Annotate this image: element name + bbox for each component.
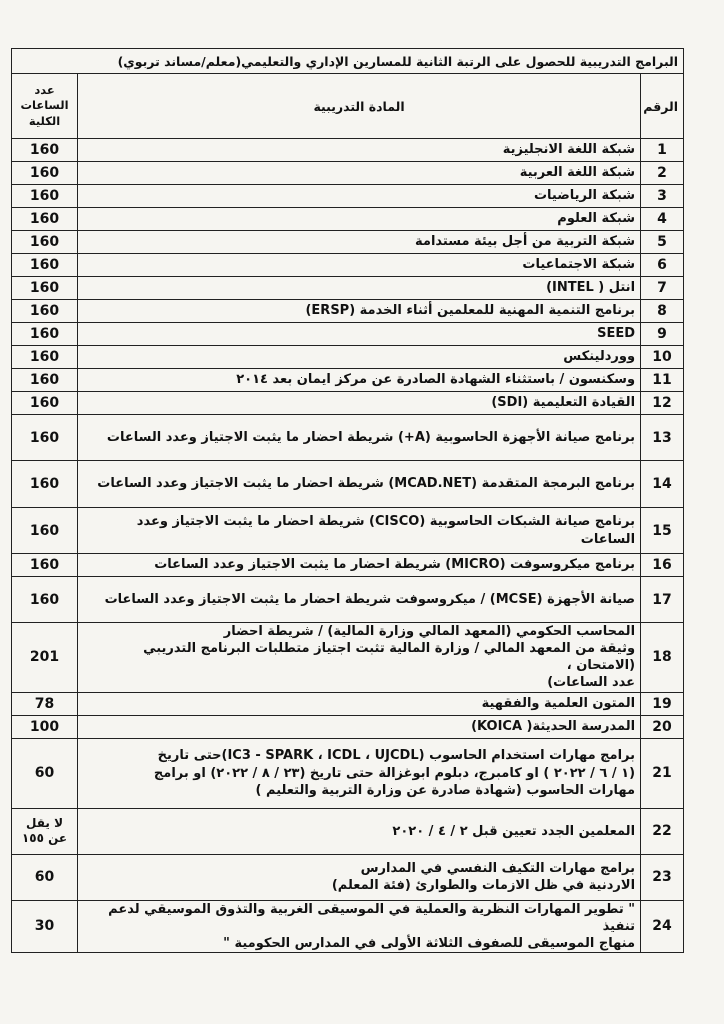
row-hours: 160 xyxy=(12,461,78,508)
row-subject xyxy=(78,254,641,277)
table-row xyxy=(12,854,684,900)
row-hours: 160 xyxy=(12,185,78,208)
row-number: 20 xyxy=(641,715,684,738)
header-number: الرقم xyxy=(641,74,684,139)
row-hours: 160 xyxy=(12,162,78,185)
table-row xyxy=(12,369,684,392)
subject-line: شبكة اللغة الانجليزية xyxy=(502,142,636,158)
row-subject xyxy=(78,461,641,508)
row-hours: 160 xyxy=(12,346,78,369)
row-subject xyxy=(78,577,641,623)
row-number: 21 xyxy=(641,738,684,808)
subject-line: (١ / ٦ / ٢٠٢٢ ) او كامبرج، دبلوم ابوغزالة حتى تاريخ (٢٣ / ٨ / ٢٠٢٢) او برامج xyxy=(153,765,636,781)
header-hours: عدد الساعات الكلية xyxy=(12,74,78,139)
table-row xyxy=(12,692,684,715)
table-row xyxy=(12,623,684,693)
subject-line: برامج مهارات استخدام الحاسوب (IC3 - SPARK ، ICDL ، UJCDL)حتى تاريخ xyxy=(157,748,636,764)
table-row xyxy=(12,554,684,577)
row-number: 15 xyxy=(641,508,684,554)
row-hours: 160 xyxy=(12,254,78,277)
row-subject xyxy=(78,346,641,369)
row-subject xyxy=(78,277,641,300)
subject-line: شبكة اللغة العربية xyxy=(519,165,636,181)
table-row xyxy=(12,415,684,461)
row-number: 11 xyxy=(641,369,684,392)
table-row xyxy=(12,346,684,369)
subject-line: برنامج البرمجة المتقدمة (MCAD.NET) شريطة احضار ما يثبت الاجتياز وعدد الساعات xyxy=(97,476,636,492)
row-subject xyxy=(78,300,641,323)
row-subject xyxy=(78,139,641,162)
row-number: 13 xyxy=(641,415,684,461)
row-number: 10 xyxy=(641,346,684,369)
row-subject xyxy=(78,623,641,693)
table-row xyxy=(12,185,684,208)
table-title: البرامج التدريبية للحصول على الرتبة الثانية للمسارين الإداري والتعليمي(معلم/مساند تربوي) xyxy=(12,49,684,74)
row-number: 5 xyxy=(641,231,684,254)
row-subject xyxy=(78,692,641,715)
subject-line: برنامج صيانة الأجهزة الحاسوبية (A+) شريطة احضار ما يثبت الاجتياز وعدد الساعات xyxy=(106,429,636,445)
row-hours: 30 xyxy=(12,900,78,952)
row-subject xyxy=(78,738,641,808)
subject-line: المحاسب الحكومي (المعهد المالي وزارة المالية) / شريطة احضار xyxy=(223,624,636,639)
row-hours: 160 xyxy=(12,369,78,392)
row-hours: 100 xyxy=(12,715,78,738)
subject-line: SEED xyxy=(597,326,636,342)
row-hours: 160 xyxy=(12,415,78,461)
subject-line: الساعات xyxy=(580,531,636,547)
subject-line: " تطوير المهارات النظرية والعملية في الموسيقى الغربية والتذوق الموسيقي لدعم تنفيذ xyxy=(108,901,636,934)
row-number: 12 xyxy=(641,392,684,415)
subject-line: برامج مهارات التكيف النفسي في المدارس xyxy=(360,860,636,876)
row-subject xyxy=(78,900,641,952)
row-subject xyxy=(78,854,641,900)
training-programs-table xyxy=(11,48,684,953)
row-number: 14 xyxy=(641,461,684,508)
row-number: 7 xyxy=(641,277,684,300)
subject-line: منهاج الموسيقى للصفوف الثلاثة الأولى في المدارس الحكومية " xyxy=(223,935,636,951)
table-row xyxy=(12,508,684,554)
subject-line: مهارات الحاسوب (شهادة صادرة عن وزارة التربية والتعليم ) xyxy=(255,782,636,798)
row-subject xyxy=(78,554,641,577)
table-row xyxy=(12,231,684,254)
table-row xyxy=(12,900,684,952)
subject-line: وسكنسون / باستثناء الشهادة الصادرة عن مركز ايمان بعد ٢٠١٤ xyxy=(236,372,636,388)
row-subject xyxy=(78,715,641,738)
row-subject xyxy=(78,369,641,392)
row-number: 6 xyxy=(641,254,684,277)
row-number: 18 xyxy=(641,623,684,693)
row-hours: 160 xyxy=(12,231,78,254)
row-hours: 160 xyxy=(12,508,78,554)
row-hours: 160 xyxy=(12,323,78,346)
subject-line: المتون العلمية والفقهية xyxy=(481,696,636,712)
header-subject: المادة التدريبية xyxy=(78,74,641,139)
table-row xyxy=(12,323,684,346)
table-row xyxy=(12,577,684,623)
subject-line: برنامج ميكروسوفت (MICRO) شريطة احضار ما يثبت الاجتياز وعدد الساعات xyxy=(154,557,636,573)
subject-line: انتل ( INTEL) xyxy=(546,280,636,296)
row-subject xyxy=(78,392,641,415)
row-number: 2 xyxy=(641,162,684,185)
row-hours: لا يقل عن ١٥٥ xyxy=(12,808,78,854)
table-body xyxy=(12,139,684,953)
row-subject xyxy=(78,231,641,254)
table-row xyxy=(12,277,684,300)
subject-line: شبكة التربية من أجل بيئة مستدامة xyxy=(415,234,636,250)
row-hours: 201 xyxy=(12,623,78,693)
subject-line: المعلمين الجدد تعيين قبل ٢ / ٤ / ٢٠٢٠ xyxy=(392,823,636,839)
row-number: 8 xyxy=(641,300,684,323)
row-subject xyxy=(78,323,641,346)
subject-line: القيادة التعليمية (SDI) xyxy=(491,395,636,411)
row-number: 9 xyxy=(641,323,684,346)
row-subject xyxy=(78,415,641,461)
row-hours: 160 xyxy=(12,577,78,623)
subject-line: شبكة الاجتماعيات xyxy=(522,257,636,273)
subject-line: المدرسة الحديثة( KOICA) xyxy=(471,719,636,735)
row-hours: 60 xyxy=(12,738,78,808)
row-hours: 160 xyxy=(12,139,78,162)
table-row xyxy=(12,392,684,415)
table-row xyxy=(12,715,684,738)
table-row xyxy=(12,254,684,277)
row-subject xyxy=(78,185,641,208)
row-number: 19 xyxy=(641,692,684,715)
table-row xyxy=(12,300,684,323)
row-hours: 160 xyxy=(12,392,78,415)
row-number: 24 xyxy=(641,900,684,952)
subject-line: شبكة العلوم xyxy=(557,211,636,227)
table-row xyxy=(12,808,684,854)
row-hours: 160 xyxy=(12,208,78,231)
row-subject xyxy=(78,208,641,231)
table-row xyxy=(12,162,684,185)
row-hours: 160 xyxy=(12,277,78,300)
row-hours: 60 xyxy=(12,854,78,900)
table-row xyxy=(12,208,684,231)
row-subject xyxy=(78,162,641,185)
subject-line: وثيقة من المعهد المالي / وزارة المالية تثبت اجتياز متطلبات البرنامج التدريبي (الامتحان ، xyxy=(143,641,636,674)
table-row xyxy=(12,738,684,808)
row-number: 4 xyxy=(641,208,684,231)
row-number: 22 xyxy=(641,808,684,854)
row-number: 17 xyxy=(641,577,684,623)
row-number: 1 xyxy=(641,139,684,162)
subject-line: ووردلينكس xyxy=(563,349,636,365)
row-subject xyxy=(78,808,641,854)
table-row xyxy=(12,461,684,508)
row-number: 23 xyxy=(641,854,684,900)
row-number: 3 xyxy=(641,185,684,208)
table-row xyxy=(12,139,684,162)
row-subject xyxy=(78,508,641,554)
subject-line: عدد الساعات) xyxy=(547,675,636,691)
row-hours: 78 xyxy=(12,692,78,715)
row-number: 16 xyxy=(641,554,684,577)
subject-line: برنامج صيانة الشبكات الحاسوبية (CISCO) شريطة احضار ما يثبت الاجتياز وعدد xyxy=(136,514,636,530)
row-hours: 160 xyxy=(12,300,78,323)
subject-line: شبكة الرياضيات xyxy=(533,188,636,204)
subject-line: الاردنية في ظل الازمات والطوارئ (فئة المعلم) xyxy=(331,878,636,894)
row-hours: 160 xyxy=(12,554,78,577)
subject-line: صيانة الأجهزة (MCSE) / ميكروسوفت شريطة احضار ما يثبت الاجتياز وعدد الساعات xyxy=(104,591,636,607)
subject-line: برنامج التنمية المهنية للمعلمين أثناء الخدمة (ERSP) xyxy=(305,303,636,319)
